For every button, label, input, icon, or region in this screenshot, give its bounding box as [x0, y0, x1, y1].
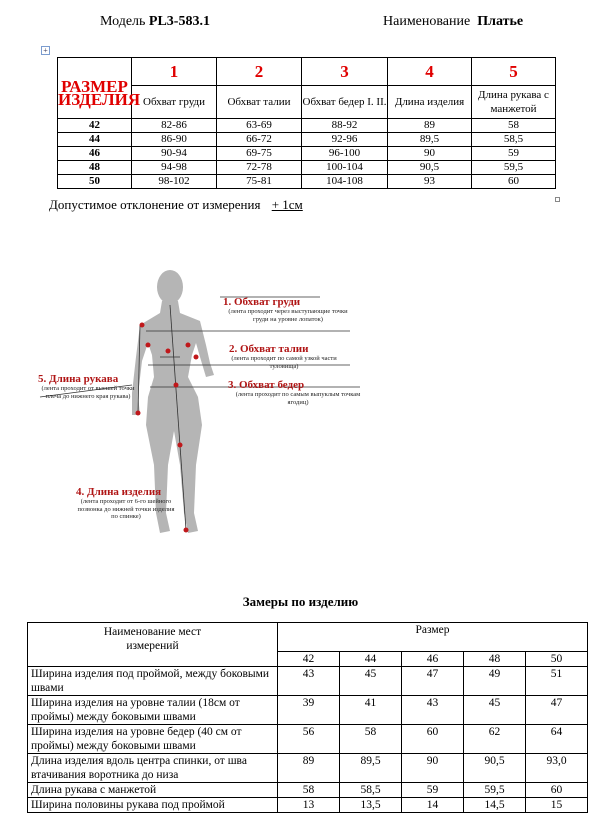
table-cell: 63-69 — [217, 119, 302, 133]
table-cell: 96-100 — [302, 147, 388, 161]
table-row — [28, 783, 588, 798]
measurement-name: Длина изделия вдоль центра спинки, от шва втачивания воротника до низа — [28, 754, 278, 783]
label-waist — [229, 343, 339, 370]
measurements-table — [27, 622, 588, 813]
table-cell: 100-104 — [302, 161, 388, 175]
table-cell: 90,5 — [388, 161, 472, 175]
label-bust — [223, 296, 353, 323]
size-column-header: 48 — [464, 652, 526, 667]
label-hips — [228, 379, 368, 406]
table-row — [28, 754, 588, 783]
measurement-name: Ширина изделия на уровне талии (18см от проймы) между боковыми швами — [28, 696, 278, 725]
measurement-name: Ширина изделия под проймой, между боковыми швами — [28, 667, 278, 696]
tolerance-text: Допустимое отклонение от измерения — [49, 197, 261, 212]
table-cell: 90,5 — [464, 754, 526, 783]
table-cell: 60 — [526, 783, 588, 798]
table-cell: 56 — [278, 725, 340, 754]
table-cell: 89,5 — [388, 133, 472, 147]
measurements-title: Замеры по изделию — [242, 594, 359, 609]
size-table — [57, 57, 556, 189]
table-cell: 47 — [526, 696, 588, 725]
table-cell: 89,5 — [340, 754, 402, 783]
table-cell: 59 — [472, 147, 556, 161]
table-row — [58, 119, 556, 133]
row-size: 44 — [58, 133, 132, 147]
measurements-name-header: Наименование мест измерений — [28, 623, 278, 667]
table-cell: 59,5 — [472, 161, 556, 175]
table-cell: 82-86 — [132, 119, 217, 133]
table-cell: 66-72 — [217, 133, 302, 147]
size-column-header: 42 — [278, 652, 340, 667]
point-hip — [174, 383, 179, 388]
column-number: 1 — [132, 58, 217, 86]
table-cell: 43 — [402, 696, 464, 725]
label-sleeve-title: 5. Длина рукава — [38, 373, 119, 385]
table-cell: 43 — [278, 667, 340, 696]
size-header: РАЗМЕР ИЗДЕЛИЯ — [58, 58, 132, 119]
point-length-bottom — [184, 528, 189, 533]
table-cell: 58,5 — [340, 783, 402, 798]
table-cell: 75-81 — [217, 175, 302, 189]
point-bust-right — [186, 343, 191, 348]
table-resize-handle[interactable] — [555, 197, 560, 202]
table-cell: 60 — [402, 725, 464, 754]
size-column-header: 50 — [526, 652, 588, 667]
row-size: 48 — [58, 161, 132, 175]
tolerance-line — [49, 197, 303, 213]
table-row — [58, 161, 556, 175]
table-cell: 88-92 — [302, 119, 388, 133]
label-sleeve-note: (лента проходит от высшей точки плеча до нижнего края рукава) — [41, 385, 135, 400]
size-column-header: 46 — [402, 652, 464, 667]
table-row — [58, 133, 556, 147]
row-size: 42 — [58, 119, 132, 133]
table-cell: 45 — [340, 667, 402, 696]
column-header: Обхват груди — [132, 86, 217, 119]
column-header: Обхват талии — [217, 86, 302, 119]
table-cell: 72-78 — [217, 161, 302, 175]
size-column-header: 44 — [340, 652, 402, 667]
product-name-line — [383, 14, 523, 30]
label-sleeve — [38, 373, 138, 400]
tolerance-value: + 1см — [271, 197, 303, 212]
table-cell: 14 — [402, 798, 464, 813]
table-cell: 45 — [464, 696, 526, 725]
table-move-handle-icon[interactable]: + — [41, 46, 50, 55]
table-cell: 47 — [402, 667, 464, 696]
model-prefix: Модель — [100, 14, 146, 29]
table-cell: 39 — [278, 696, 340, 725]
point-bust-left — [146, 343, 151, 348]
table-cell: 64 — [526, 725, 588, 754]
column-number: 2 — [217, 58, 302, 86]
label-hips-note: (лента проходит по самым выпуклым точкам ягодиц) — [235, 391, 361, 406]
table-cell: 89 — [278, 754, 340, 783]
column-number: 3 — [302, 58, 388, 86]
table-cell: 62 — [464, 725, 526, 754]
table-cell: 58 — [340, 725, 402, 754]
table-cell: 93,0 — [526, 754, 588, 783]
column-header: Длина рукава с манжетой — [472, 86, 556, 119]
model-line — [100, 14, 210, 30]
table-cell: 94-98 — [132, 161, 217, 175]
product-name: Платье — [477, 14, 524, 29]
point-chest — [166, 349, 171, 354]
table-cell: 41 — [340, 696, 402, 725]
table-cell: 58,5 — [472, 133, 556, 147]
measurements-size-header: Размер — [278, 623, 588, 652]
table-cell: 58 — [278, 783, 340, 798]
model-code: PL3-583.1 — [148, 14, 210, 29]
table-cell: 90 — [388, 147, 472, 161]
column-number: 4 — [388, 58, 472, 86]
table-cell: 13 — [278, 798, 340, 813]
table-cell: 104-108 — [302, 175, 388, 189]
measurement-name: Ширина половины рукава под проймой — [28, 798, 278, 813]
column-header: Длина изделия — [388, 86, 472, 119]
point-waist-right — [194, 355, 199, 360]
point-length-mid — [178, 443, 183, 448]
table-row — [28, 798, 588, 813]
table-cell: 93 — [388, 175, 472, 189]
table-cell: 90-94 — [132, 147, 217, 161]
table-cell: 59 — [402, 783, 464, 798]
label-bust-title: 1. Обхват груди — [223, 296, 301, 308]
table-row — [28, 667, 588, 696]
point-wrist — [136, 411, 141, 416]
table-cell: 92-96 — [302, 133, 388, 147]
table-row — [28, 696, 588, 725]
label-bust-note: (лента проходит через выступающие точки груди на уровне лопаток) — [228, 308, 348, 323]
table-cell: 90 — [402, 754, 464, 783]
label-length-title: 4. Длина изделия — [76, 486, 162, 498]
table-cell: 51 — [526, 667, 588, 696]
table-cell: 13,5 — [340, 798, 402, 813]
table-cell: 86-90 — [132, 133, 217, 147]
row-size: 50 — [58, 175, 132, 189]
point-shoulder — [140, 323, 145, 328]
table-cell: 58 — [472, 119, 556, 133]
label-length-note: (лента проходит от 6-го шейного позвонка до нижней точки изделия по спинке) — [77, 498, 175, 520]
table-cell: 60 — [472, 175, 556, 189]
table-cell: 15 — [526, 798, 588, 813]
label-hips-title: 3. Обхват бедер — [228, 379, 305, 391]
table-cell: 89 — [388, 119, 472, 133]
label-waist-note: (лента проходит по самой узкой части туловища) — [231, 355, 337, 370]
table-cell: 49 — [464, 667, 526, 696]
measurement-name: Длина рукава с манжетой — [28, 783, 278, 798]
measurement-name: Ширина изделия на уровне бедер (40 см от проймы) между боковыми швами — [28, 725, 278, 754]
label-length — [76, 486, 176, 521]
table-cell: 69-75 — [217, 147, 302, 161]
row-size: 46 — [58, 147, 132, 161]
column-number: 5 — [472, 58, 556, 86]
label-waist-title: 2. Обхват талии — [229, 343, 309, 355]
name-prefix: Наименование — [383, 14, 471, 29]
column-header: Обхват бедер I. II. — [302, 86, 388, 119]
table-row — [58, 147, 556, 161]
table-cell: 14,5 — [464, 798, 526, 813]
table-row — [28, 725, 588, 754]
table-cell: 98-102 — [132, 175, 217, 189]
table-row — [58, 175, 556, 189]
table-cell: 59,5 — [464, 783, 526, 798]
